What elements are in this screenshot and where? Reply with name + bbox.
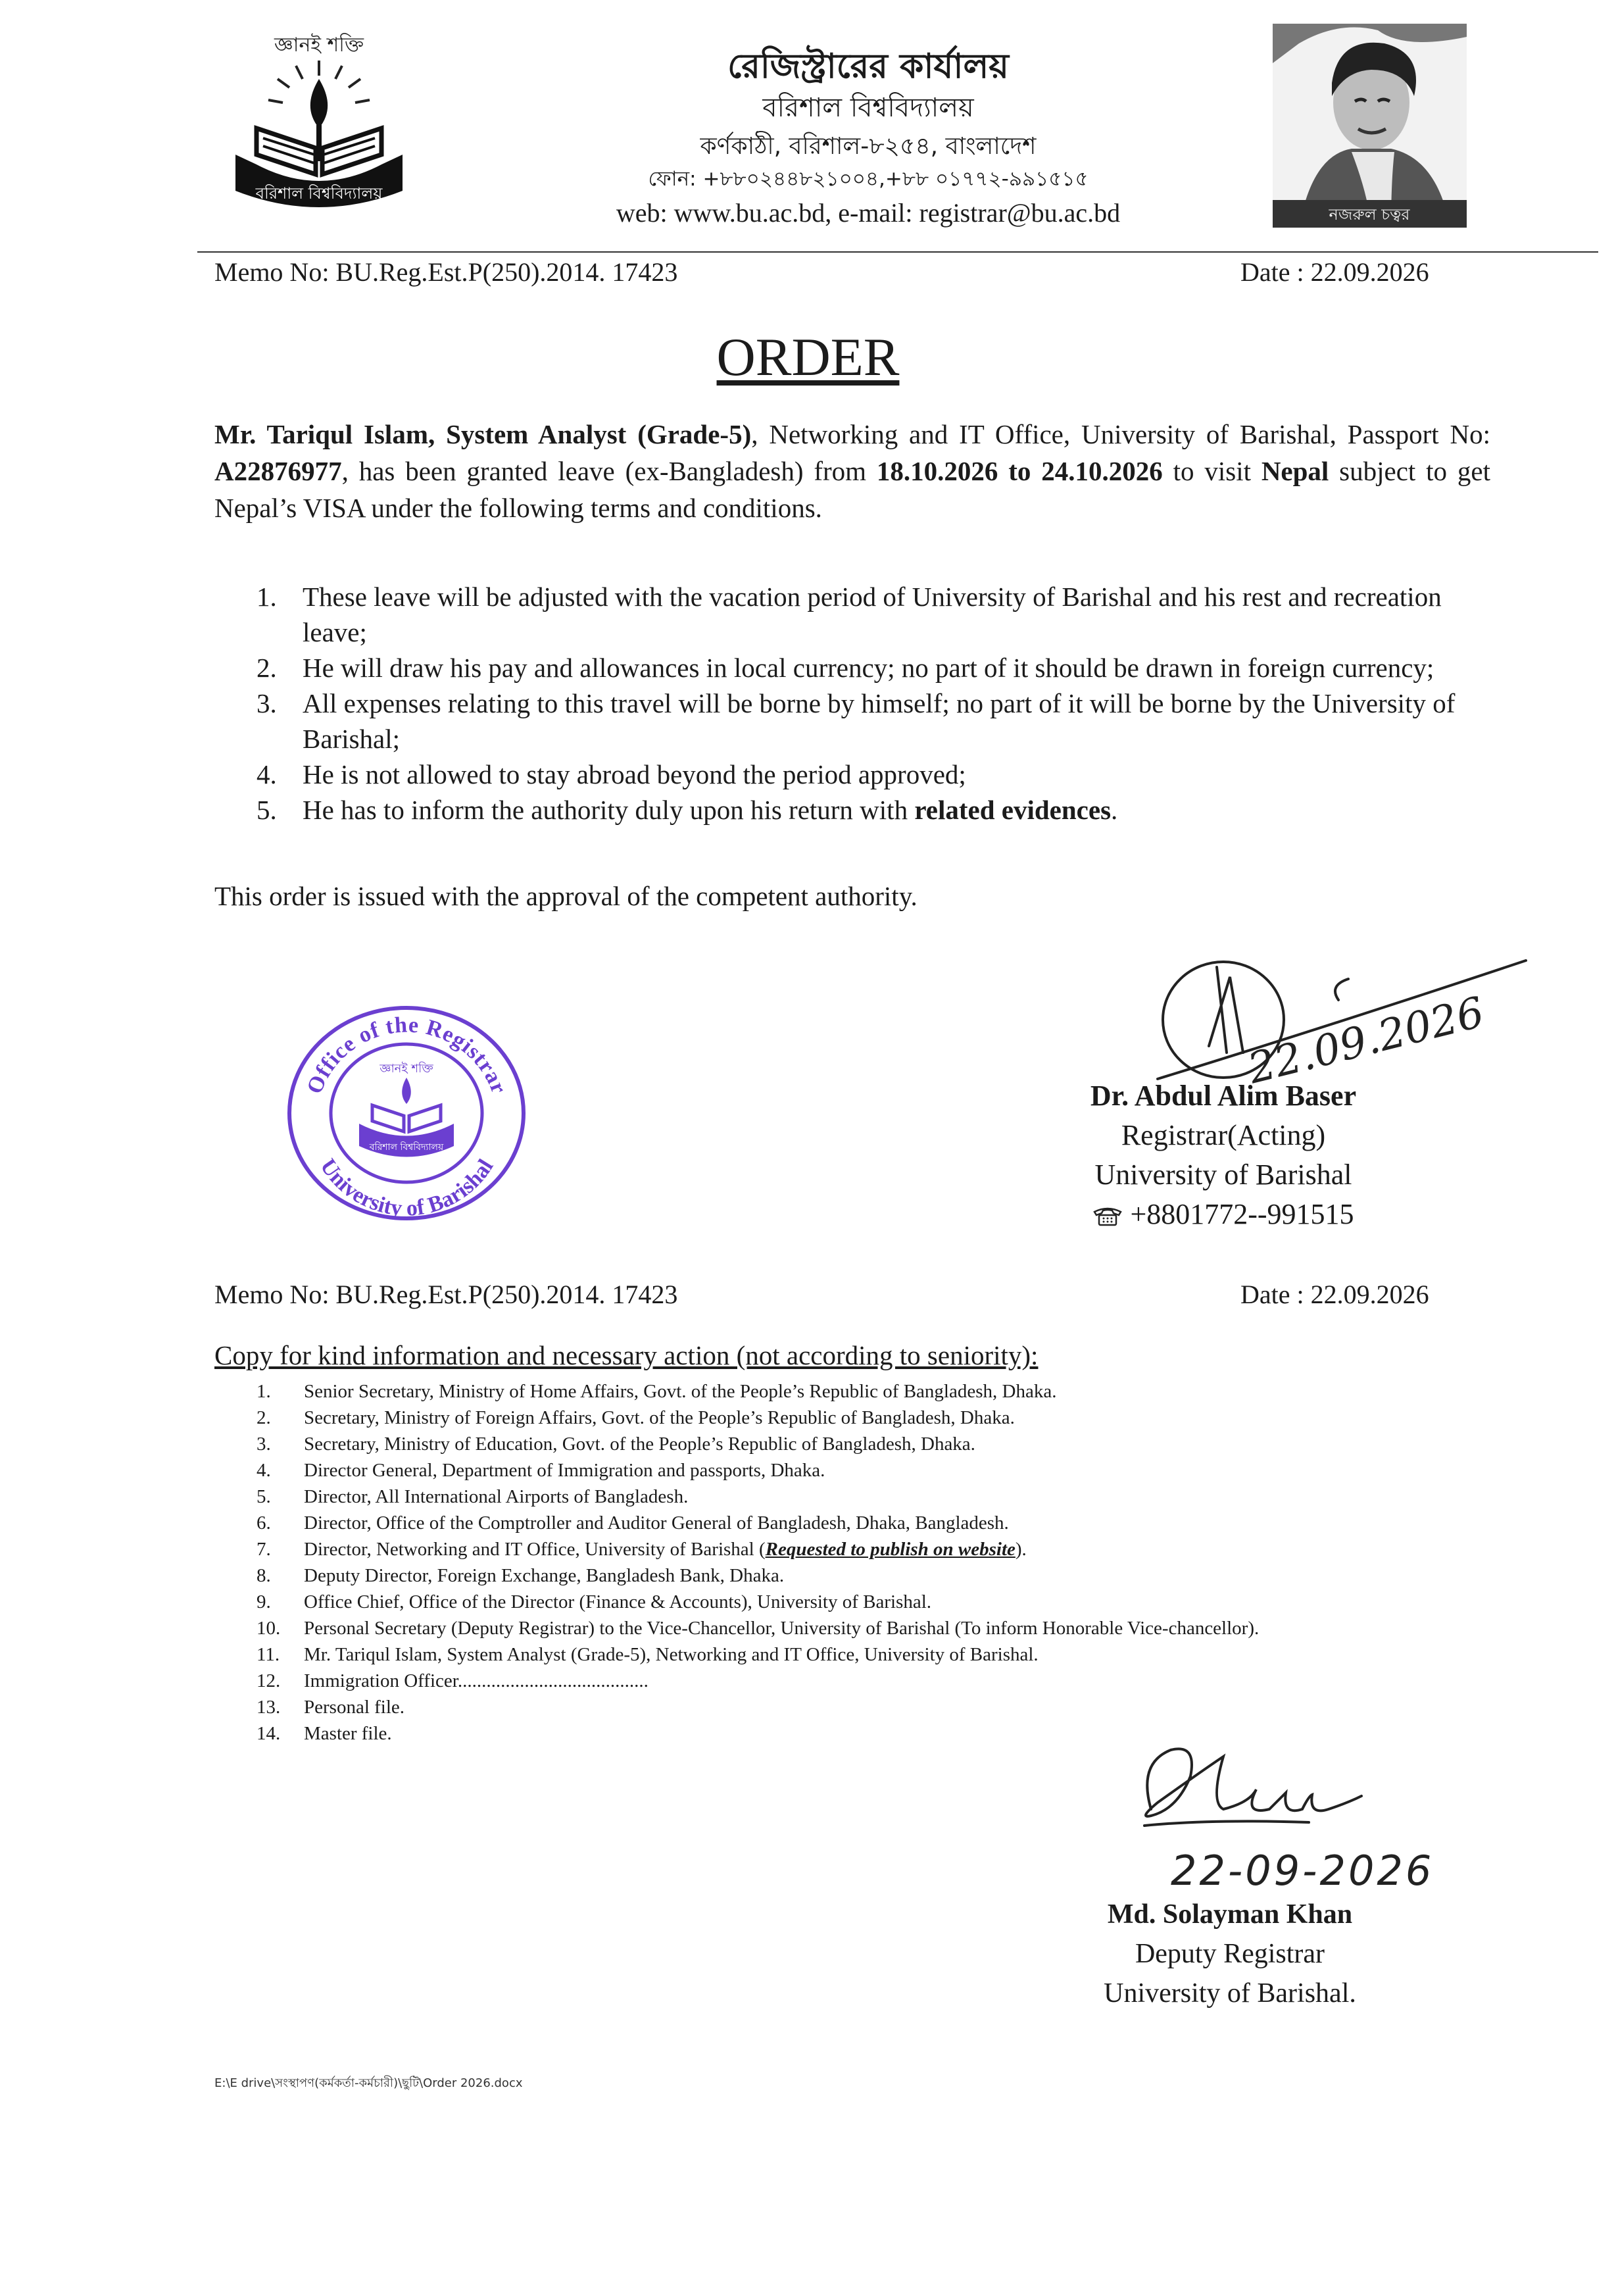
term-text-part: He has to inform the authority duly upon his return with — [303, 795, 915, 825]
copy-item — [257, 1378, 1539, 1405]
body-text: , has been granted leave (ex-Bangladesh) from — [341, 456, 877, 486]
logo-ribbon: বরিশাল বিশ্ববিদ্যালয় — [255, 184, 383, 203]
memo-date-copy: Date : 22.09.2026 — [1240, 1280, 1429, 1309]
body-text: , Networking and IT Office, University of Barishal, Passport No: — [751, 419, 1490, 449]
copy-text: Immigration Officer........................................ — [304, 1670, 649, 1691]
copy-item — [257, 1668, 1539, 1694]
copy-item — [257, 1484, 1539, 1510]
logo-motto: জ্ঞানই শক্তি — [274, 34, 364, 57]
term-text: These leave will be adjusted with the vacation period of University of Barishal and his rest and recreation leave; — [303, 582, 1442, 647]
copy-number: 2. — [257, 1407, 271, 1428]
copy-text: Master file. — [304, 1723, 392, 1744]
passport-number: A22876977 — [214, 456, 342, 486]
stamp-ribbon: বরিশাল বিশ্ববিদ্যালয় — [369, 1142, 444, 1153]
copy-item — [257, 1405, 1539, 1431]
copy-item — [257, 1589, 1539, 1615]
copy-list — [257, 1378, 1539, 1747]
term-item — [257, 650, 1486, 686]
copy-number: 11. — [257, 1644, 280, 1665]
signatory-block-registrar — [1039, 1076, 1408, 1234]
copy-text-part: Director, Networking and IT Office, University of Barishal ( — [304, 1539, 766, 1560]
copy-number: 8. — [257, 1565, 271, 1586]
term-item — [257, 792, 1486, 828]
address: কর্ণকাঠী, বরিশাল-৮২৫৪, বাংলাদেশ — [700, 133, 1037, 160]
stamp-ring-top: Office of the Registrar — [302, 1012, 512, 1098]
memo-date: Date : 22.09.2026 — [1240, 257, 1429, 287]
term-text: All expenses relating to this travel will be borne by himself; no part of it will be borne by the University of Barishal; — [303, 688, 1456, 754]
copy-heading: Copy for kind information and necessary action (not according to seniority): — [214, 1340, 1039, 1370]
employee-name: Mr. Tariqul Islam, System Analyst (Grade-5) — [214, 419, 752, 449]
file-path-footer: E:\E drive\সংস্থাপণ(কর্মকর্তা-কর্মচারী)\ছুটি\Order 2026.docx — [214, 2076, 523, 2090]
portrait-image — [1273, 24, 1467, 228]
publish-request: Requested to publish on website — [765, 1539, 1016, 1560]
copy-number: 12. — [257, 1670, 281, 1691]
copy-text — [304, 1536, 1027, 1562]
term-number: 3. — [257, 688, 277, 718]
signatory-name: Dr. Abdul Alim Baser — [1090, 1080, 1357, 1112]
copy-text: Secretary, Ministry of Education, Govt. of the People’s Republic of Bangladesh, Dhaka. — [304, 1434, 975, 1455]
portrait-caption: নজরুল চত্বর — [1329, 205, 1410, 224]
university-logo — [217, 13, 421, 217]
signatory-title: Deputy Registrar — [1135, 1939, 1325, 1969]
term-text — [303, 792, 1486, 828]
term-number: 2. — [257, 653, 277, 683]
copy-number: 7. — [257, 1539, 271, 1560]
signatory-phone: +8801772--991515 — [1130, 1198, 1354, 1230]
order-body — [214, 416, 1490, 526]
copy-number: 14. — [257, 1723, 281, 1744]
term-item — [257, 686, 1486, 757]
term-number: 1. — [257, 582, 277, 612]
copy-text: Director, Office of the Comptroller and Auditor General of Bangladesh, Dhaka, Bangladesh. — [304, 1512, 1009, 1534]
signatory-phone-line — [1039, 1195, 1408, 1234]
copy-text: Deputy Director, Foreign Exchange, Bangladesh Bank, Dhaka. — [304, 1565, 785, 1586]
term-number: 5. — [257, 795, 277, 825]
copy-number: 10. — [257, 1618, 281, 1639]
copy-item — [257, 1510, 1539, 1536]
term-number: 4. — [257, 759, 277, 789]
body-text: subject to get Nepal’s VISA under the following terms and conditions. — [214, 456, 1490, 523]
order-title: ORDER — [716, 327, 900, 387]
destination: Nepal — [1261, 456, 1329, 486]
university-name: বরিশাল বিশ্ববিদ্যালয় — [762, 93, 974, 123]
web-email: web: www.bu.ac.bd, e-mail: registrar@bu.ac.bd — [616, 198, 1121, 228]
copy-item — [257, 1431, 1539, 1457]
copy-item — [257, 1615, 1539, 1641]
signatory-block-deputy — [1026, 1895, 1434, 2013]
copy-number: 6. — [257, 1512, 271, 1534]
registrar-stamp — [280, 1000, 533, 1227]
copy-text: Office Chief, Office of the Director (Finance & Accounts), University of Barishal. — [304, 1591, 932, 1612]
copy-number: 9. — [257, 1591, 271, 1612]
deputy-registrar-signature — [1112, 1710, 1480, 1914]
copy-number: 13. — [257, 1697, 281, 1718]
copy-item — [257, 1536, 1539, 1562]
phone-numbers: ফোন: +৮৮০২৪৪৮২১০০৪,+৮৮ ০১৭৭২-৯৯১৫১৫ — [648, 167, 1089, 191]
stamp-ring-bottom: University of Barishal — [315, 1155, 499, 1221]
copy-text: Director General, Department of Immigration and passports, Dhaka. — [304, 1460, 825, 1481]
copy-text-end: ). — [1015, 1539, 1027, 1560]
copy-text: Mr. Tariqul Islam, System Analyst (Grade-5), Networking and IT Office, University of Barishal. — [304, 1644, 1039, 1665]
body-text: to visit — [1162, 456, 1261, 486]
term-text-bold: related evidences — [914, 795, 1112, 825]
approval-line: This order is issued with the approval of the competent authority. — [214, 881, 918, 911]
signature-date: 22.09.2026 — [1243, 987, 1489, 1094]
stamp-motto: জ্ঞানই শক্তি — [380, 1062, 433, 1076]
signatory-name: Md. Solayman Khan — [1107, 1899, 1353, 1930]
copy-text: Personal file. — [304, 1697, 405, 1718]
copy-item — [257, 1562, 1539, 1589]
term-text-end: . — [1111, 795, 1118, 825]
memo-number-copy: Memo No: BU.Reg.Est.P(250).2014. 17423 — [214, 1280, 678, 1309]
copy-item — [257, 1641, 1539, 1668]
signatory-org: University of Barishal. — [1104, 1978, 1356, 2009]
signature-date: 22-09-2026 — [1171, 1847, 1434, 1895]
copy-number: 3. — [257, 1434, 271, 1455]
copy-item — [257, 1457, 1539, 1484]
term-text: He is not allowed to stay abroad beyond the period approved; — [303, 759, 966, 789]
copy-text: Secretary, Ministry of Foreign Affairs, Govt. of the People’s Republic of Bangladesh, Dhaka. — [304, 1407, 1015, 1428]
copy-text: Director, All International Airports of Bangladesh. — [304, 1486, 689, 1507]
signatory-title: Registrar(Acting) — [1121, 1119, 1326, 1151]
copy-number: 4. — [257, 1460, 271, 1481]
copy-text: Senior Secretary, Ministry of Home Affairs, Govt. of the People’s Republic of Bangladesh, Dhaka. — [304, 1381, 1057, 1402]
terms-list — [257, 579, 1486, 828]
memo-number: Memo No: BU.Reg.Est.P(250).2014. 17423 — [214, 257, 678, 287]
term-item — [257, 579, 1486, 650]
telephone-icon — [1092, 1198, 1130, 1230]
header-rule — [197, 251, 1598, 253]
office-title: রেজিস্ট্রারের কার্যালয় — [727, 47, 1009, 86]
copy-number: 1. — [257, 1381, 271, 1402]
term-item — [257, 757, 1486, 792]
term-text: He will draw his pay and allowances in local currency; no part of it should be drawn in foreign currency; — [303, 653, 1434, 683]
signatory-org: University of Barishal — [1094, 1159, 1352, 1191]
leave-period: 18.10.2026 to 24.10.2026 — [876, 456, 1163, 486]
copy-number: 5. — [257, 1486, 271, 1507]
svg-text:University of Barishal — [315, 1155, 498, 1221]
copy-text: Personal Secretary (Deputy Registrar) to the Vice-Chancellor, University of Barishal (To inform Honorable Vice-chancellor). — [304, 1618, 1260, 1639]
